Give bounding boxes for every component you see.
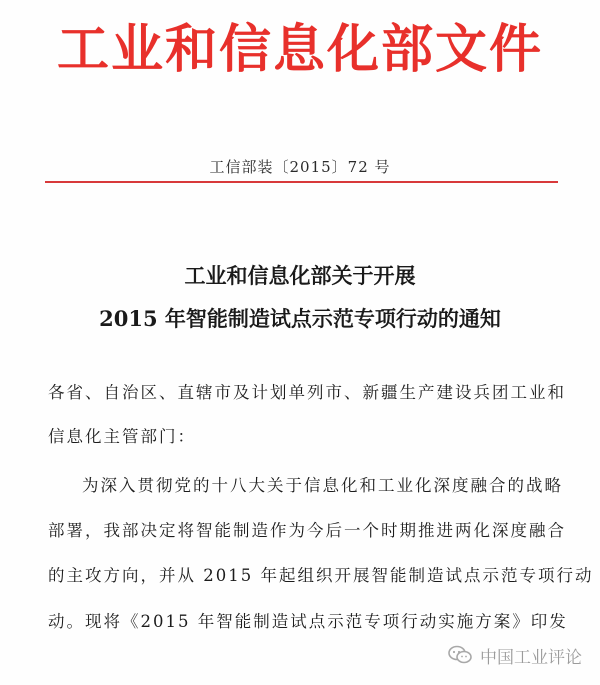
body-line-1: 各省、自治区、直辖市及计划单列市、新疆生产建设兵团工业和 — [48, 383, 566, 402]
org-banner: 工业和信息化部文件 — [56, 20, 543, 80]
doc-number: 工信部装〔2015〕72 号 — [209, 158, 391, 176]
body-line-5: 的主攻方向，并从 2015 年起组织开展智能制造试点示范专项行动 — [48, 566, 594, 585]
body-line-3: 为深入贯彻党的十八大关于信息化和工业化深度融合的战略 — [82, 476, 563, 495]
body-line-2: 信息化主管部门： — [48, 427, 196, 446]
wechat-icon — [448, 645, 472, 665]
doc-title-line-1: 工业和信息化部关于开展 — [184, 263, 416, 288]
doc-title-line-2: 2015 年智能制造试点示范专项行动的通知 — [99, 306, 501, 331]
body-line-6: 动。现将《2015 年智能制造试点示范专项行动实施方案》印发 — [48, 612, 568, 631]
red-divider — [45, 181, 558, 183]
watermark — [448, 640, 582, 670]
body-line-4: 部署，我部决定将智能制造作为今后一个时期推进两化深度融合 — [48, 521, 566, 540]
watermark-text: 中国工业评论 — [480, 647, 582, 668]
